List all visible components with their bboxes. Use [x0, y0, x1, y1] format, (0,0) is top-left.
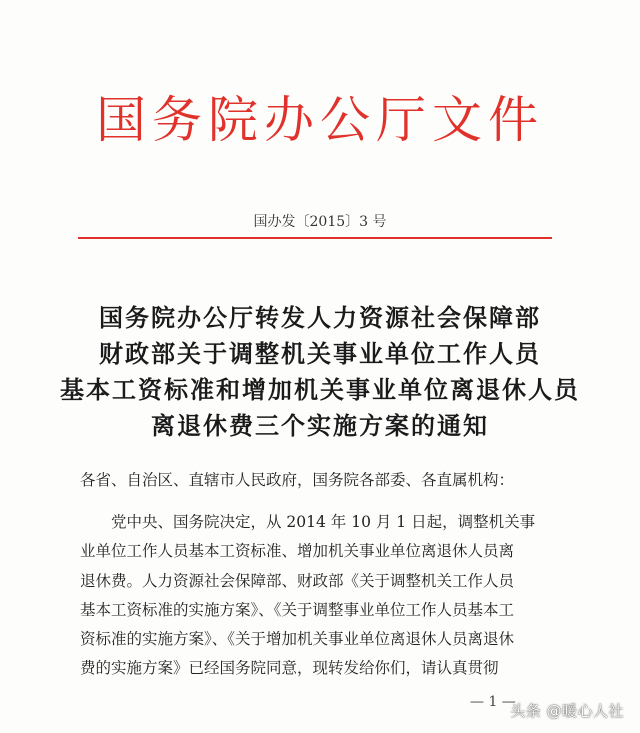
body-line: 业单位工作人员基本工资标准、增加机关事业单位离退休人员离	[80, 542, 515, 561]
body-line: 退休费。人力资源社会保障部、财政部《关于调整机关工作人员	[80, 571, 515, 590]
addressee-line: 各省、自治区、直辖市人民政府，国务院各部委、各直属机构：	[80, 471, 515, 489]
red-divider-line	[78, 237, 552, 239]
body-line: 基本工资标准的实施方案》、《关于调整事业单位工作人员基本工	[80, 600, 515, 619]
body-paragraph	[80, 508, 560, 684]
notice-title-line: 离退休费三个实施方案的通知	[151, 412, 489, 440]
document-number: 国办发〔2015〕3 号	[253, 214, 387, 230]
document-header-title: 国务院办公厅文件	[96, 91, 544, 149]
body-line: 党中央、国务院决定，从 2014 年 10 月 1 日起，调整机关事	[111, 513, 536, 531]
notice-title-line: 国务院办公厅转发人力资源社会保障部	[99, 304, 541, 332]
notice-title-line: 财政部关于调整机关事业单位工作人员	[99, 340, 541, 368]
page-number: — 1 —	[470, 694, 516, 710]
source-watermark: 头条 @暖心人社	[510, 702, 624, 720]
body-line: 资标准的实施方案》、《关于增加机关事业单位离退休人员离退休	[80, 630, 515, 649]
notice-title	[0, 300, 640, 444]
notice-title-line: 基本工资标准和增加机关事业单位离退休人员	[60, 376, 580, 404]
body-line: 费的实施方案》已经国务院同意，现转发给你们，请认真贯彻	[80, 659, 499, 678]
